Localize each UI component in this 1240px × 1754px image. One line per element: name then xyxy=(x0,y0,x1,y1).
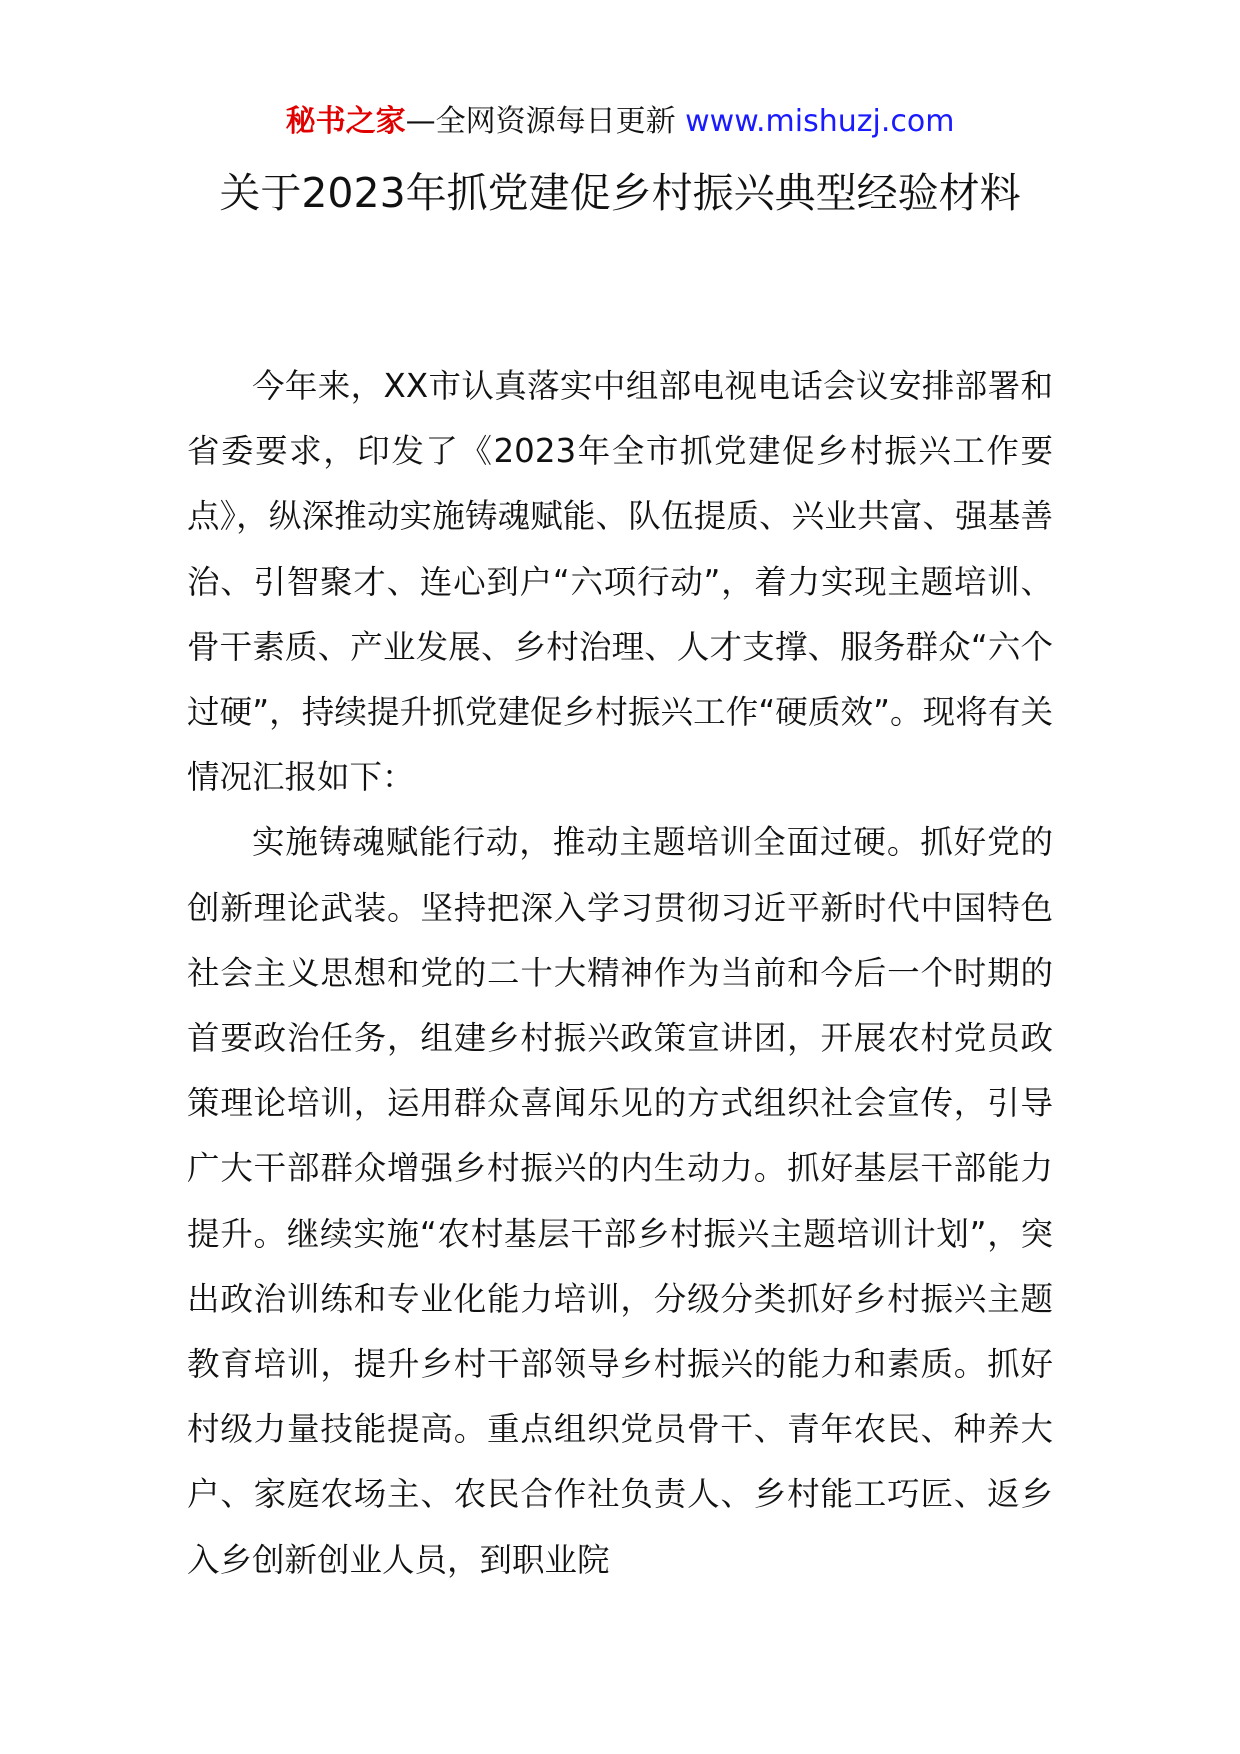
document-title: 关于2023年抓党建促乡村振兴典型经验材料 xyxy=(219,169,1021,217)
banner-tagline: —全网资源每日更新 xyxy=(405,104,686,139)
banner-url: www.mishuzj.com xyxy=(685,104,955,139)
paragraph: 今年来，XX市认真落实中组部电视电话会议安排部署和省委要求，印发了《2023年全市抓党建促乡村振兴工作要点》，纵深推动实施铸魂赋能、队伍提质、兴业共富、强基善治、引智聚才、连心到户“六项行动”，着力实现主题培训、骨干素质、产业发展、乡村治理、人才支撑、服务群众“六个过硬”，持续提升抓党建促乡村振兴工作“硬质效”。现将有关情况汇报如下： xyxy=(187,367,1053,797)
brand-name: 秘书之家 xyxy=(285,104,406,139)
source-banner xyxy=(0,100,1240,144)
paragraph: 实施铸魂赋能行动，推动主题培训全面过硬。抓好党的创新理论武装。坚持把深入学习贯彻习近平新时代中国特色社会主义思想和党的二十大精神作为当前和今后一个时期的首要政治任务，组建乡村振兴政策宣讲团，开展农村党员政策理论培训，运用群众喜闻乐见的方式组织社会宣传，引导广大干部群众增强乡村振兴的内生动力。抓好基层干部能力提升。继续实施“农村基层干部乡村振兴主题培训计划”，突出政治训练和专业化能力培训，分级分类抓好乡村振兴主题教育培训，提升乡村干部领导乡村振兴的能力和素质。抓好村级力量技能提高。重点组织党员骨干、青年农民、种养大户、家庭农场主、农民合作社负责人、乡村能工巧匠、返乡入乡创新创业人员，到职业院 xyxy=(187,823,1053,1579)
document-body xyxy=(187,354,1053,1593)
